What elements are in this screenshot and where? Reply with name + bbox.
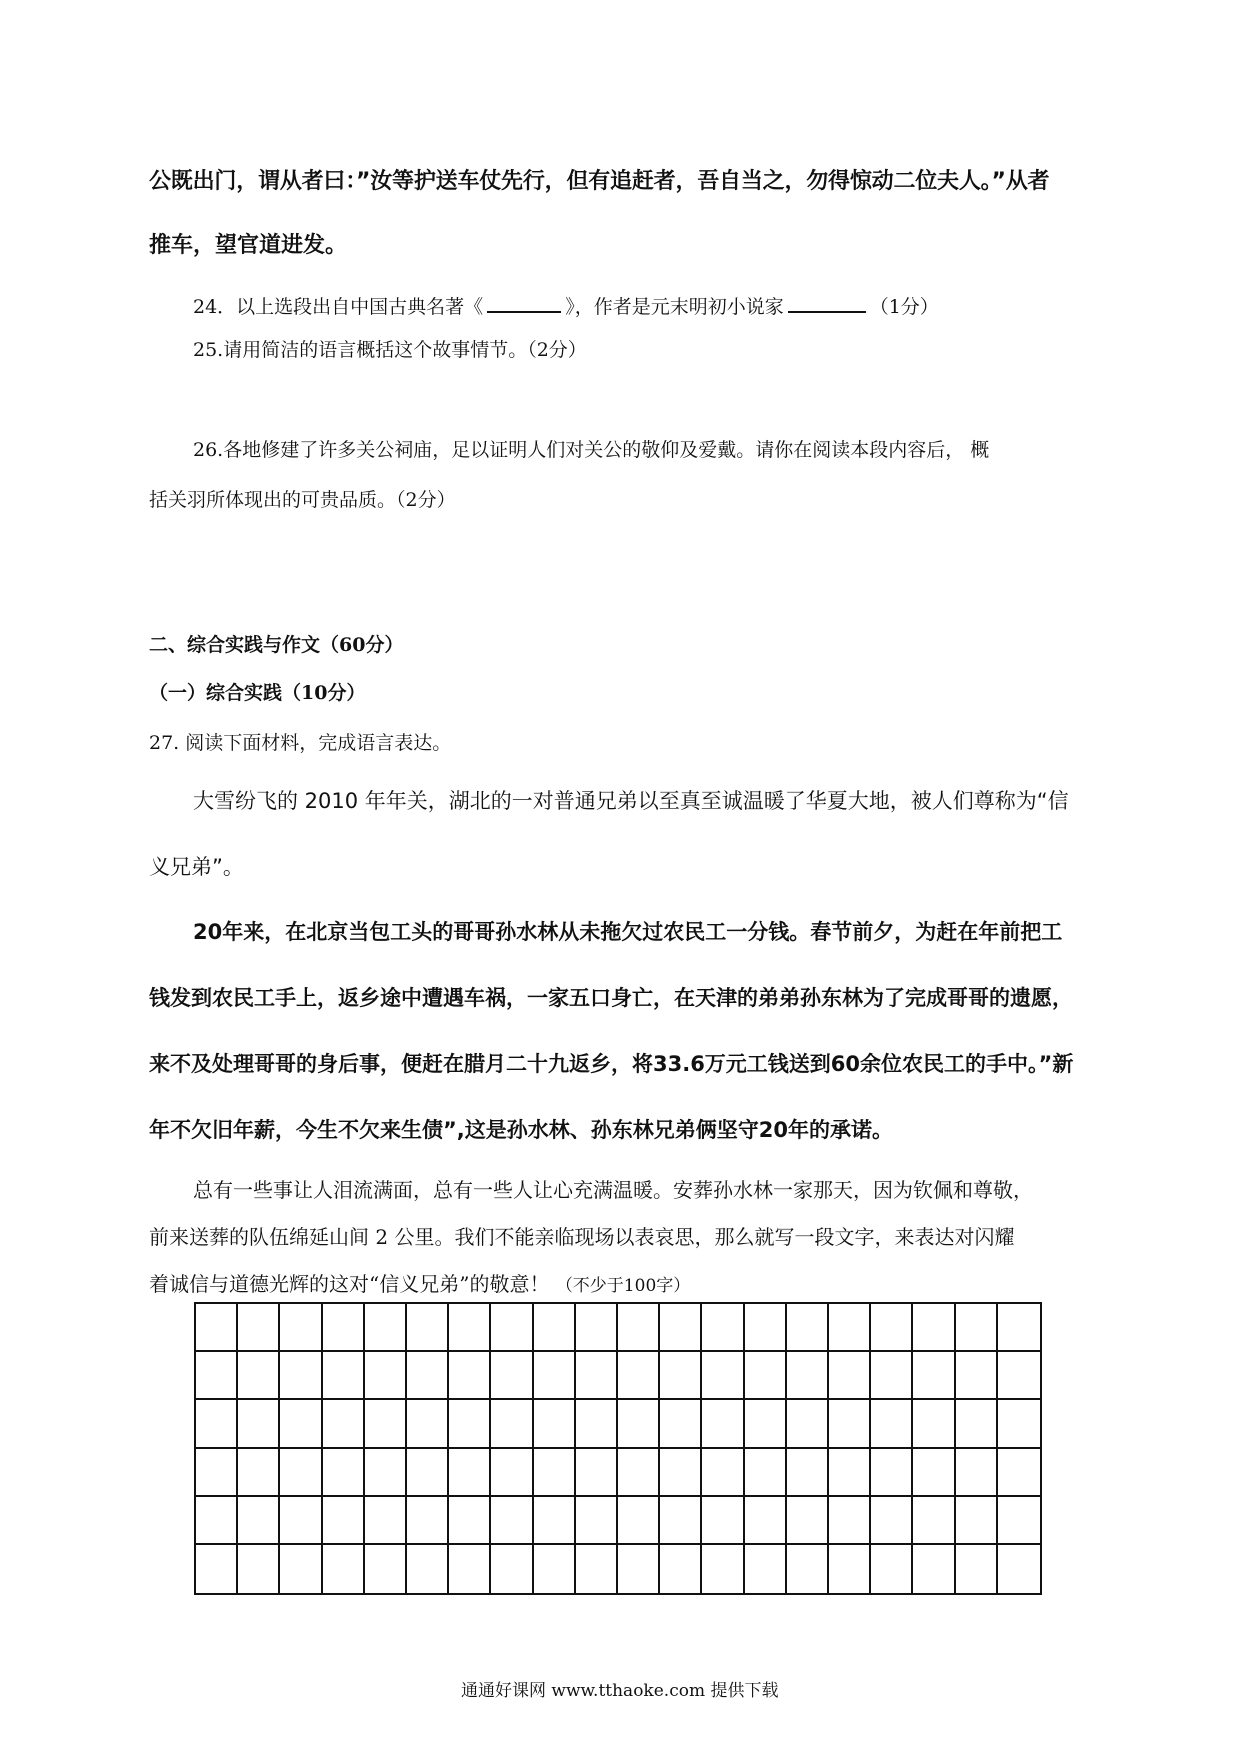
writing-grid-cell[interactable]: [787, 1497, 829, 1545]
writing-grid-cell[interactable]: [660, 1449, 702, 1497]
writing-grid-cell[interactable]: [702, 1304, 744, 1352]
writing-grid-cell[interactable]: [534, 1400, 576, 1448]
writing-grid-cell[interactable]: [913, 1449, 955, 1497]
writing-grid-cell[interactable]: [829, 1545, 871, 1593]
writing-grid-cell[interactable]: [829, 1304, 871, 1352]
writing-grid-cell[interactable]: [280, 1304, 322, 1352]
writing-grid-cell[interactable]: [449, 1545, 491, 1593]
writing-grid-cell[interactable]: [534, 1352, 576, 1400]
writing-grid-cell[interactable]: [491, 1352, 533, 1400]
writing-grid-cell[interactable]: [998, 1400, 1040, 1448]
writing-grid-cell[interactable]: [449, 1352, 491, 1400]
material-paragraph-2-line-1: 20年来，在北京当包工头的哥哥孙水林从未拖欠过农民工一分钱。春节前夕，为赶在年前把工: [193, 920, 1063, 944]
writing-grid-cell[interactable]: [491, 1449, 533, 1497]
writing-grid-cell[interactable]: [449, 1400, 491, 1448]
writing-grid-cell[interactable]: [829, 1400, 871, 1448]
writing-grid-cell[interactable]: [745, 1304, 787, 1352]
writing-grid-cell[interactable]: [956, 1449, 998, 1497]
writing-grid-cell[interactable]: [787, 1545, 829, 1593]
writing-grid-cell[interactable]: [660, 1497, 702, 1545]
writing-grid-cell[interactable]: [998, 1497, 1040, 1545]
writing-grid-cell[interactable]: [871, 1497, 913, 1545]
task-line-3-main: 着诚信与道德光辉的这对“信义兄弟”的敬意！: [149, 1272, 550, 1296]
writing-grid-cell[interactable]: [323, 1449, 365, 1497]
writing-grid-cell[interactable]: [871, 1545, 913, 1593]
writing-grid-cell[interactable]: [576, 1352, 618, 1400]
writing-grid-cell[interactable]: [829, 1449, 871, 1497]
writing-grid-cell[interactable]: [913, 1400, 955, 1448]
writing-grid-cell[interactable]: [491, 1400, 533, 1448]
writing-grid-cell[interactable]: [576, 1545, 618, 1593]
writing-grid-cell[interactable]: [449, 1497, 491, 1545]
writing-grid-cell[interactable]: [618, 1304, 660, 1352]
writing-grid-cell[interactable]: [660, 1545, 702, 1593]
writing-grid-cell[interactable]: [534, 1449, 576, 1497]
writing-grid-cell[interactable]: [787, 1304, 829, 1352]
writing-grid-cell[interactable]: [323, 1352, 365, 1400]
writing-grid-cell[interactable]: [238, 1352, 280, 1400]
writing-grid-cell[interactable]: [745, 1352, 787, 1400]
writing-grid-cell[interactable]: [491, 1497, 533, 1545]
writing-grid-cell[interactable]: [745, 1545, 787, 1593]
writing-grid-cell[interactable]: [534, 1304, 576, 1352]
section-subheading: （一）综合实践（10分）: [149, 682, 366, 704]
writing-grid-cell[interactable]: [576, 1497, 618, 1545]
writing-grid-cell[interactable]: [871, 1400, 913, 1448]
writing-grid-cell[interactable]: [956, 1497, 998, 1545]
writing-grid-cell[interactable]: [660, 1400, 702, 1448]
writing-grid-cell[interactable]: [956, 1545, 998, 1593]
writing-grid-cell[interactable]: [913, 1304, 955, 1352]
writing-grid-cell[interactable]: [407, 1352, 449, 1400]
task-line-2: 前来送葬的队伍绵延山间 2 公里。我们不能亲临现场以表哀思，那么就写一段文字，来表达对闪耀: [149, 1225, 1015, 1249]
material-paragraph-2-line-3: 来不及处理哥哥的身后事，便赶在腊月二十九返乡，将33.6万元工钱送到60余位农民工的手中。”新: [149, 1052, 1074, 1076]
writing-grid-cell[interactable]: [196, 1304, 238, 1352]
writing-grid-cell[interactable]: [829, 1497, 871, 1545]
writing-grid-cell[interactable]: [280, 1497, 322, 1545]
writing-grid-cell[interactable]: [871, 1449, 913, 1497]
writing-grid-cell[interactable]: [998, 1449, 1040, 1497]
writing-grid-cell[interactable]: [196, 1545, 238, 1593]
question-26-line-1: 26.各地修建了许多关公祠庙，足以证明人们对关公的敬仰及爱戴。请你在阅读本段内容后， 概: [193, 439, 990, 461]
writing-grid-cell[interactable]: [323, 1497, 365, 1545]
writing-grid-cell[interactable]: [618, 1545, 660, 1593]
writing-grid-cell[interactable]: [407, 1545, 449, 1593]
writing-grid-cell[interactable]: [365, 1449, 407, 1497]
writing-grid-cell[interactable]: [407, 1497, 449, 1545]
writing-grid-cell[interactable]: [787, 1400, 829, 1448]
question-24-book-blank[interactable]: [487, 293, 561, 313]
task-line-3: [149, 1274, 690, 1295]
writing-grid-cell[interactable]: [829, 1352, 871, 1400]
writing-grid[interactable]: [194, 1302, 1042, 1595]
writing-grid-cell[interactable]: [196, 1352, 238, 1400]
writing-grid-cell[interactable]: [618, 1497, 660, 1545]
question-26-line-2: 括关羽所体现出的可贵品质。（2分）: [149, 489, 456, 511]
writing-grid-cell[interactable]: [745, 1497, 787, 1545]
question-24: [193, 293, 939, 317]
task-line-1: 总有一些事让人泪流满面，总有一些人让心充满温暖。安葬孙水林一家那天，因为钦佩和尊敬，: [193, 1178, 1033, 1202]
writing-grid-cell[interactable]: [702, 1352, 744, 1400]
writing-grid-cell[interactable]: [449, 1304, 491, 1352]
question-24-text-middle: 》，作者是元末明初小说家: [565, 296, 784, 319]
writing-grid-cell[interactable]: [576, 1304, 618, 1352]
writing-grid-cell[interactable]: [618, 1400, 660, 1448]
material-paragraph-2-line-4: 年不欠旧年薪，今生不欠来生债”,这是孙水林、孙东林兄弟俩坚守20年的承诺。: [149, 1118, 893, 1142]
question-24-score: （1分）: [869, 296, 939, 319]
writing-grid-cell[interactable]: [998, 1304, 1040, 1352]
question-24-author-blank[interactable]: [788, 293, 866, 313]
writing-grid-cell[interactable]: [365, 1352, 407, 1400]
writing-grid-cell[interactable]: [913, 1497, 955, 1545]
writing-grid-cell[interactable]: [323, 1545, 365, 1593]
writing-grid-cell[interactable]: [702, 1545, 744, 1593]
question-25: 25.请用简洁的语言概括这个故事情节。（2分）: [193, 339, 587, 361]
writing-grid-cell[interactable]: [407, 1449, 449, 1497]
writing-grid-cell[interactable]: [534, 1545, 576, 1593]
writing-grid-cell[interactable]: [238, 1400, 280, 1448]
writing-grid-cell[interactable]: [787, 1352, 829, 1400]
writing-grid-cell[interactable]: [280, 1352, 322, 1400]
writing-grid-cell[interactable]: [365, 1497, 407, 1545]
task-word-count-note: （不少于100字）: [555, 1276, 691, 1296]
writing-grid-cell[interactable]: [491, 1545, 533, 1593]
writing-grid-cell[interactable]: [998, 1545, 1040, 1593]
writing-grid-cell[interactable]: [956, 1352, 998, 1400]
writing-grid-cell[interactable]: [660, 1304, 702, 1352]
writing-grid-cell[interactable]: [491, 1304, 533, 1352]
writing-grid-cell[interactable]: [449, 1449, 491, 1497]
writing-grid-cell[interactable]: [238, 1304, 280, 1352]
writing-grid-cell[interactable]: [871, 1352, 913, 1400]
writing-grid-cell[interactable]: [323, 1400, 365, 1448]
writing-grid-cell[interactable]: [998, 1352, 1040, 1400]
writing-grid-cell[interactable]: [956, 1304, 998, 1352]
excerpt-line-2: 推车，望官道进发。: [149, 233, 348, 258]
writing-grid-cell[interactable]: [407, 1304, 449, 1352]
footer-text: 通通好课网 www.tthaoke.com 提供下载: [461, 1681, 779, 1701]
writing-grid-cell[interactable]: [238, 1449, 280, 1497]
question-27-prompt: 27. 阅读下面材料，完成语言表达。: [149, 732, 452, 754]
writing-grid-cell[interactable]: [871, 1304, 913, 1352]
writing-grid-cell[interactable]: [407, 1400, 449, 1448]
writing-grid-cell[interactable]: [913, 1545, 955, 1593]
section-heading: 二、综合实践与作文（60分）: [149, 634, 404, 656]
writing-grid-cell[interactable]: [365, 1304, 407, 1352]
writing-grid-cell[interactable]: [576, 1400, 618, 1448]
writing-grid-cell[interactable]: [323, 1304, 365, 1352]
writing-grid-cell[interactable]: [196, 1497, 238, 1545]
writing-grid-cell[interactable]: [787, 1449, 829, 1497]
writing-grid-cell[interactable]: [238, 1545, 280, 1593]
writing-grid-cell[interactable]: [280, 1400, 322, 1448]
writing-grid-cell[interactable]: [956, 1400, 998, 1448]
writing-grid-cell[interactable]: [660, 1352, 702, 1400]
question-24-text-before: 24．以上选段出自中国古典名著《: [193, 296, 484, 319]
writing-grid-cell[interactable]: [196, 1400, 238, 1448]
writing-grid-cell[interactable]: [702, 1400, 744, 1448]
writing-grid-cell[interactable]: [745, 1449, 787, 1497]
writing-grid-cell[interactable]: [576, 1449, 618, 1497]
material-paragraph-1-line-1: 大雪纷飞的 2010 年年关，湖北的一对普通兄弟以至真至诚温暖了华夏大地，被人们尊称为“信: [193, 789, 1069, 813]
writing-grid-cell[interactable]: [365, 1545, 407, 1593]
writing-grid-cell[interactable]: [745, 1400, 787, 1448]
writing-grid-cell[interactable]: [702, 1497, 744, 1545]
writing-grid-cell[interactable]: [618, 1352, 660, 1400]
writing-grid-cell[interactable]: [913, 1352, 955, 1400]
writing-grid-cell[interactable]: [280, 1545, 322, 1593]
writing-grid-cell[interactable]: [238, 1497, 280, 1545]
writing-grid-cell[interactable]: [365, 1400, 407, 1448]
material-paragraph-1-line-2: 义兄弟”。: [149, 855, 244, 879]
writing-grid-cell[interactable]: [618, 1449, 660, 1497]
excerpt-line-1: 公既出门，谓从者曰：”汝等护送车仗先行，但有追赶者，吾自当之，勿得惊动二位夫人。”从者: [149, 169, 1050, 194]
material-paragraph-2-line-2: 钱发到农民工手上，返乡途中遭遇车祸，一家五口身亡，在天津的弟弟孙东林为了完成哥哥的遗愿，: [149, 986, 1073, 1010]
writing-grid-cell[interactable]: [280, 1449, 322, 1497]
writing-grid-cell[interactable]: [196, 1449, 238, 1497]
writing-grid-cell[interactable]: [534, 1497, 576, 1545]
writing-grid-cell[interactable]: [702, 1449, 744, 1497]
